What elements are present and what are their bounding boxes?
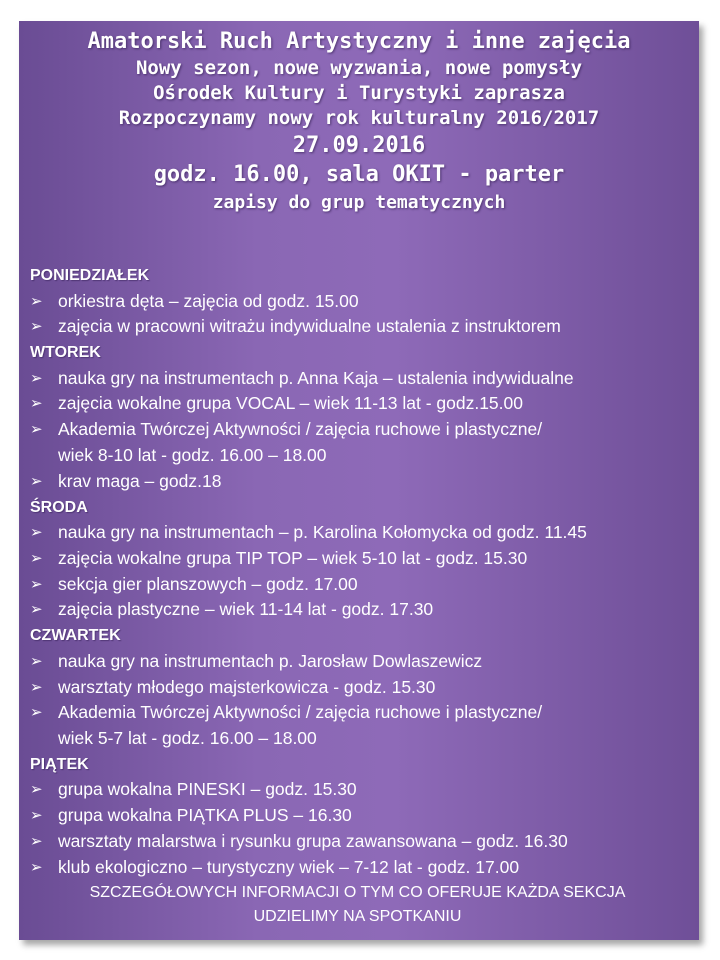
item-text: sekcja gier planszowych – godz. 17.00 <box>58 573 358 594</box>
arrowhead-bullet-icon: ➢ <box>30 368 43 387</box>
item-text: zajęcia wokalne grupa TIP TOP – wiek 5-10 lat - godz. 15.30 <box>58 547 528 568</box>
day-heading-friday: PIĄTEK <box>30 755 89 773</box>
list-item <box>30 803 689 829</box>
item-text: Akademia Twórczej Aktywności / zajęcia ruchowe i plastyczne/ <box>58 419 543 440</box>
day-heading-thursday: CZWARTEK <box>30 627 121 645</box>
header-enrollment: zapisy do grup tematycznych <box>212 192 506 213</box>
item-text: zajęcia w pracowni witrażu indywidualne ustalenia z instruktorem <box>58 316 561 337</box>
arrowhead-bullet-icon: ➢ <box>30 317 43 336</box>
item-text: orkiestra dęta – zajęcia od godz. 15.00 <box>58 290 359 311</box>
day-heading-tuesday: WTOREK <box>30 344 101 362</box>
list-item <box>30 649 689 675</box>
arrowhead-bullet-icon: ➢ <box>30 291 43 310</box>
list-item <box>30 366 689 392</box>
arrowhead-bullet-icon: ➢ <box>30 806 43 825</box>
item-text-continuation: wiek 5-7 lat - godz. 16.00 – 18.00 <box>58 728 317 749</box>
arrowhead-bullet-icon: ➢ <box>30 420 43 439</box>
header-season: Rozpoczynamy nowy rok kulturalny 2016/2017 <box>118 107 600 129</box>
list-item <box>30 417 689 469</box>
arrowhead-bullet-icon: ➢ <box>30 703 43 722</box>
list-item <box>30 520 689 546</box>
list-item <box>30 855 689 881</box>
arrowhead-bullet-icon: ➢ <box>30 600 43 619</box>
list-item <box>30 675 689 701</box>
item-text: warsztaty malarstwa i rysunku grupa zawansowana – godz. 16.30 <box>58 831 568 852</box>
day-heading-monday: PONIEDZIAŁEK <box>30 267 150 284</box>
footer-line-1: SZCZEGÓŁOWYCH INFORMACJI O TYM CO OFERUJE KAŻDA SEKCJA <box>89 883 626 901</box>
list-item <box>30 391 689 417</box>
header-date: 27.09.2016 <box>292 133 426 158</box>
arrowhead-bullet-icon: ➢ <box>30 780 43 799</box>
arrowhead-bullet-icon: ➢ <box>30 677 43 696</box>
header-time-place: godz. 16.00, sala OKIT - parter <box>153 162 565 187</box>
item-text: nauka gry na instrumentach – p. Karolina Kołomycka od godz. 11.45 <box>58 522 587 543</box>
list-item <box>30 314 689 340</box>
footer-line-2: UDZIELIMY NA SPOTKANIU <box>253 907 462 925</box>
arrowhead-bullet-icon: ➢ <box>30 523 43 542</box>
arrowhead-bullet-icon: ➢ <box>30 548 43 567</box>
arrowhead-bullet-icon: ➢ <box>30 394 43 413</box>
list-item <box>30 700 689 752</box>
header-subtitle: Nowy sezon, nowe wyzwania, nowe pomysły <box>135 57 583 79</box>
item-text-continuation: wiek 8-10 lat - godz. 16.00 – 18.00 <box>58 444 327 465</box>
poster-footer <box>30 881 689 929</box>
list-item <box>30 597 689 623</box>
arrowhead-bullet-icon: ➢ <box>30 857 43 876</box>
item-text: nauka gry na instrumentach p. Anna Kaja – ustalenia indywidualne <box>58 367 574 388</box>
arrowhead-bullet-icon: ➢ <box>30 832 43 851</box>
list-item <box>30 829 689 855</box>
item-text: nauka gry na instrumentach p. Jarosław Dowlaszewicz <box>58 650 483 671</box>
item-text: grupa wokalna PINESKI – godz. 15.30 <box>58 779 357 800</box>
item-text: Akademia Twórczej Aktywności / zajęcia ruchowe i plastyczne/ <box>58 702 543 723</box>
header-invitation: Ośrodek Kultury i Turystyki zaprasza <box>153 82 565 104</box>
list-item <box>30 777 689 803</box>
arrowhead-bullet-icon: ➢ <box>30 471 43 490</box>
poster-header <box>19 21 699 216</box>
list-item <box>30 546 689 572</box>
item-text: grupa wokalna PIĄTKA PLUS – 16.30 <box>58 805 352 826</box>
arrowhead-bullet-icon: ➢ <box>30 574 43 593</box>
schedule <box>30 263 689 929</box>
list-item <box>30 572 689 598</box>
day-heading-wednesday: ŚRODA <box>30 498 88 516</box>
list-item <box>30 469 689 495</box>
header-title: Amatorski Ruch Artystyczny i inne zajęcia <box>87 29 631 54</box>
item-text: krav maga – godz.18 <box>58 470 222 491</box>
item-text: zajęcia wokalne grupa VOCAL – wiek 11-13 lat - godz.15.00 <box>58 393 523 414</box>
list-item <box>30 289 689 315</box>
item-text: klub ekologiczno – turystyczny wiek – 7-12 lat - godz. 17.00 <box>58 856 520 877</box>
poster <box>19 21 699 940</box>
item-text: warsztaty młodego majsterkowicza - godz. 15.30 <box>58 676 436 697</box>
item-text: zajęcia plastyczne – wiek 11-14 lat - godz. 17.30 <box>58 599 434 620</box>
arrowhead-bullet-icon: ➢ <box>30 651 43 670</box>
